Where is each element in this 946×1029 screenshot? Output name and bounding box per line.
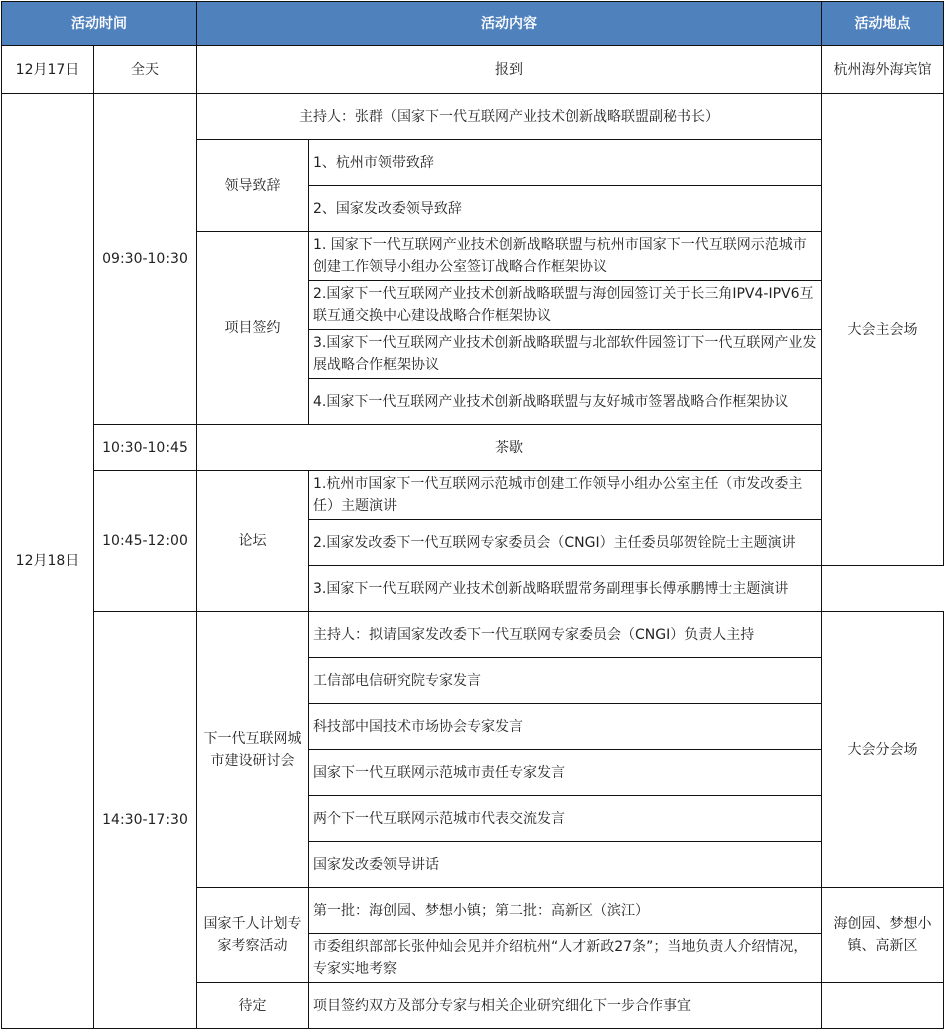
slot3-time: 10:45-12:00 (94, 471, 197, 612)
forum-item: 3.国家下一代互联网产业技术创新战略联盟常务副理事长傅承鹏博士主题演讲 (309, 566, 822, 612)
seminar-item: 主持人：拟请国家发改委下一代互联网专家委员会（CNGI）负责人主持 (309, 612, 822, 658)
tbd-location-empty (822, 983, 944, 1029)
inspect-item: 第一批：海创园、梦想小镇；第二批：高新区（滨江） (309, 888, 822, 934)
day2-date: 12月18日 (2, 94, 94, 1029)
inspect-location: 海创园、梦想小镇、高新区 (822, 888, 944, 983)
day1-time: 全天 (94, 46, 197, 94)
table-row (2, 94, 944, 140)
inspect-label: 国家千人计划专家考察活动 (197, 888, 309, 983)
slot1-time: 09:30-10:30 (94, 94, 197, 425)
day1-date: 12月17日 (2, 46, 94, 94)
tbd-item: 项目签约双方及部分专家与相关企业研究细化下一步合作事宜 (309, 983, 822, 1029)
header-time: 活动时间 (2, 2, 197, 46)
speech-label: 领导致辞 (197, 140, 309, 232)
seminar-item: 科技部中国技术市场协会专家发言 (309, 704, 822, 750)
inspect-item: 市委组织部部长张仲灿会见并介绍杭州“人才新政27条”；当地负责人介绍情况，专家实地考察 (309, 934, 822, 983)
slot2-time: 10:30-10:45 (94, 425, 197, 471)
day1-content: 报到 (197, 46, 822, 94)
signing-label: 项目签约 (197, 232, 309, 425)
forum-item: 1.杭州市国家下一代互联网示范城市创建工作领导小组办公室主任（市发改委主任）主题演讲 (309, 471, 822, 520)
speech-item: 2、国家发改委领导致辞 (309, 186, 822, 232)
seminar-item: 工信部电信研究院专家发言 (309, 658, 822, 704)
seminar-item: 两个下一代互联网示范城市代表交流发言 (309, 796, 822, 842)
forum-label: 论坛 (197, 471, 309, 612)
host1-cell: 主持人：张群（国家下一代互联网产业技术创新战略联盟副秘书长） (197, 94, 822, 140)
signing-item: 1. 国家下一代互联网产业技术创新战略联盟与杭州市国家下一代互联网示范城市创建工作领导小组办公室签订战略合作框架协议 (309, 232, 822, 281)
header-location: 活动地点 (822, 2, 944, 46)
header-content: 活动内容 (197, 2, 822, 46)
table-row (2, 612, 944, 658)
slot4-time: 14:30-17:30 (94, 612, 197, 1029)
seminar-location: 大会分会场 (822, 612, 944, 888)
speech-item: 1、杭州市领带致辞 (309, 140, 822, 186)
seminar-label: 下一代互联网城市建设研讨会 (197, 612, 309, 888)
schedule-table (1, 1, 944, 1029)
forum-item: 2.国家发改委下一代互联网专家委员会（CNGI）主任委员邬贺铨院士主题演讲 (309, 520, 822, 566)
signing-item: 2.国家下一代互联网产业技术创新战略联盟与海创园签订关于长三角IPV4-IPV6互联互通交换中心建设战略合作框架协议 (309, 281, 822, 330)
signing-item: 3.国家下一代互联网产业技术创新战略联盟与北部软件园签订下一代互联网产业发展战略合作框架协议 (309, 330, 822, 379)
slot2-content: 茶歇 (197, 425, 822, 471)
seminar-item: 国家发改委领导讲话 (309, 842, 822, 888)
slot1-location: 大会主会场 (822, 94, 944, 566)
header-row (2, 2, 944, 46)
table-row (2, 425, 944, 471)
signing-item: 4.国家下一代互联网产业技术创新战略联盟与友好城市签署战略合作框架协议 (309, 379, 822, 425)
table-row (2, 46, 944, 94)
seminar-item: 国家下一代互联网示范城市责任专家发言 (309, 750, 822, 796)
tbd-label: 待定 (197, 983, 309, 1029)
day1-location: 杭州海外海宾馆 (822, 46, 944, 94)
table-row (2, 471, 944, 520)
